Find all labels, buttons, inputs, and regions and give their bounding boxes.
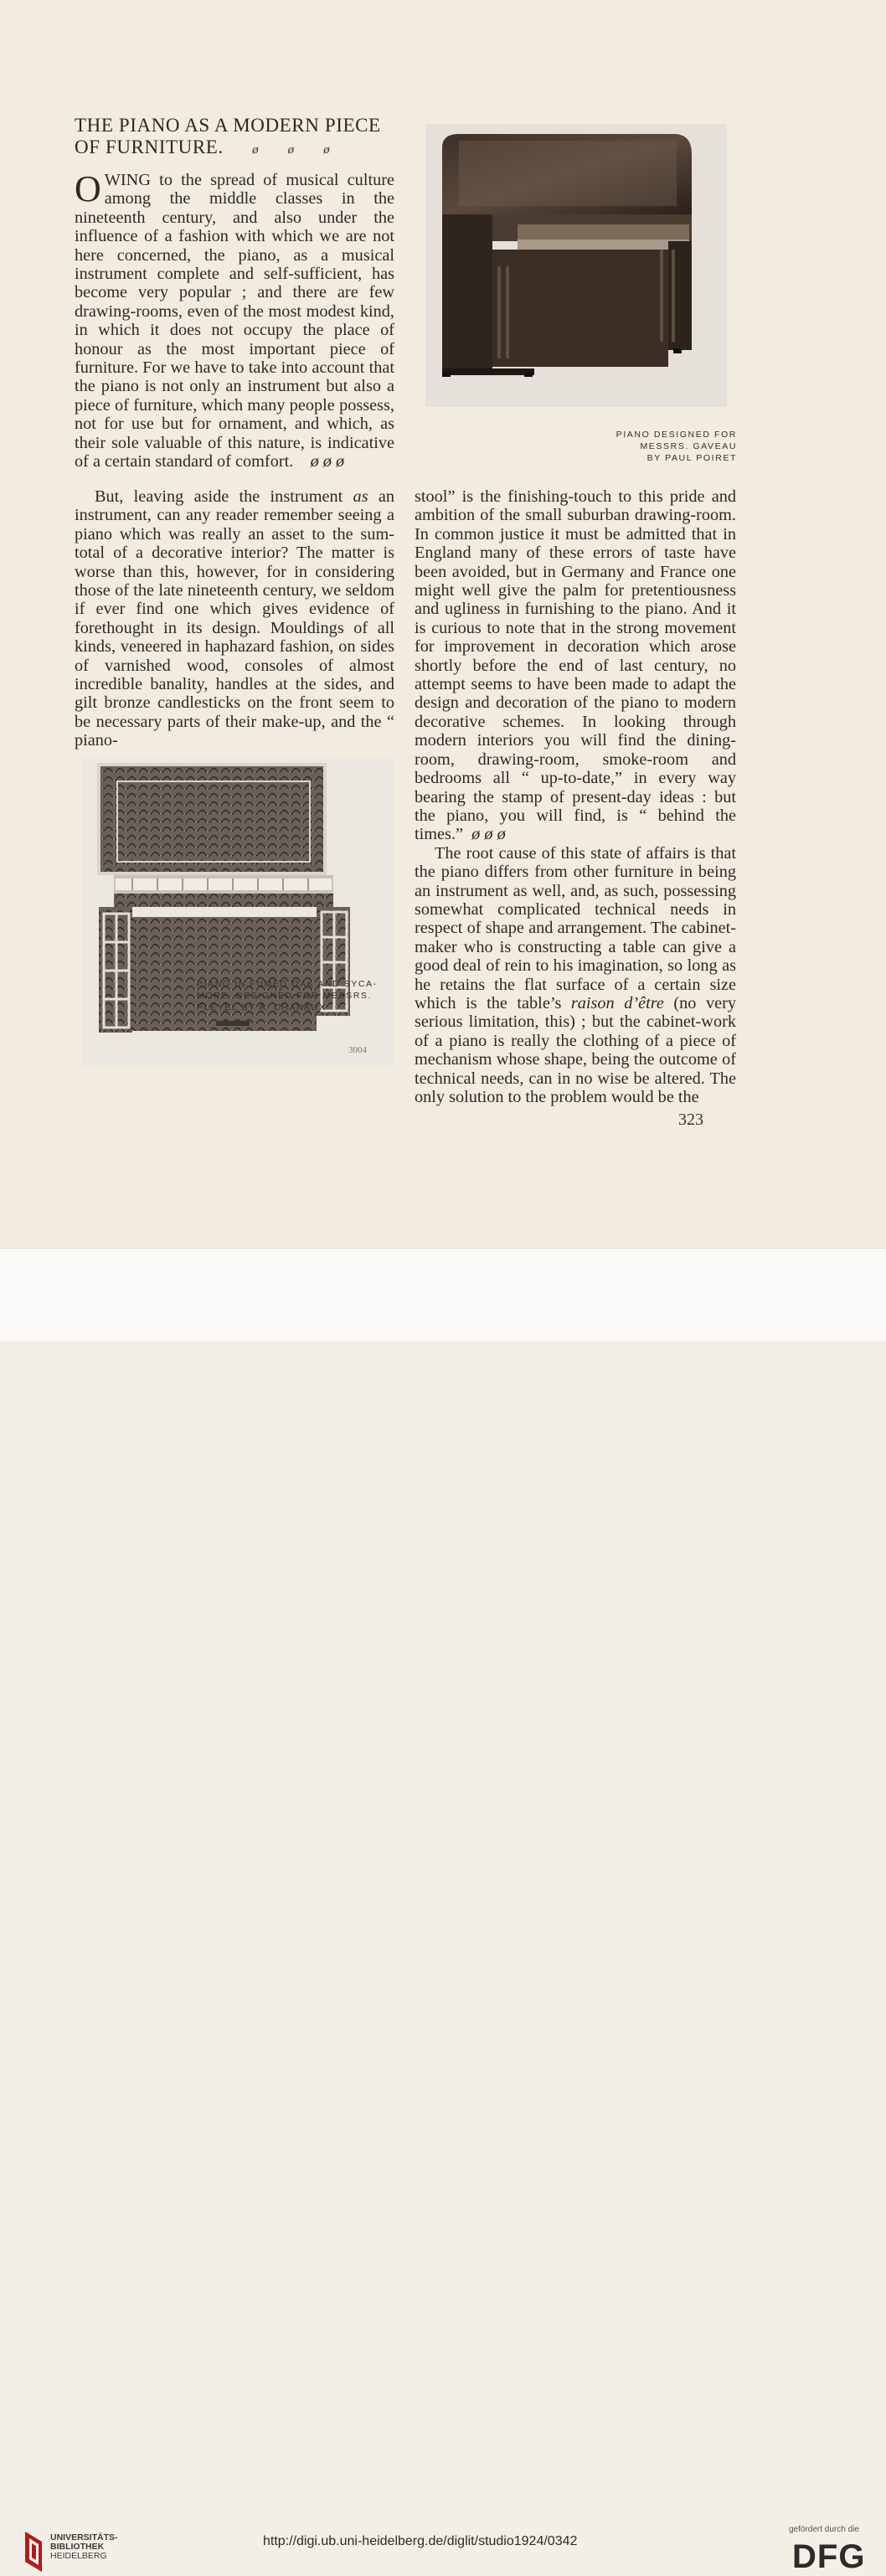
university-library-logo-icon: [22, 2528, 50, 2575]
funded-by-label: gefördert durch die: [789, 2525, 859, 2534]
photo-pleyel-piano: [82, 758, 394, 1066]
right-column: [415, 487, 736, 1106]
paragraph-2: [75, 487, 394, 750]
paragraph-2-text-cont: an instrument, can any reader remember seeing a piano which was really an asset to the sum-total of a decorative interior? The matter is worse than this, however, for in considering those of the late nineteenth century, we seldom if ever find one which gives evidence of forethought in its design. Mouldings of all kinds, veneered in haphazard fashion, on sides of varnished wood, consoles of almost incredible banality, handles at the sides, and gilt bronze candlesticks on the front seem to be necessary parts of their make-up, and the “ piano-: [75, 487, 394, 750]
paragraph-1-text: WING to the spread of musical culture among the middle classes in the nineteenth century, and also under the influence of a fashion with which we are not here concerned, the piano, as a musical instrument complete and self-sufficient, has become very popular ; and there are few drawing-rooms, even of the most modest kind, in which it does not occupy the place of honour as the most important piece of furniture. For we have to take into account that the piano is not only an instrument but also a piece of furniture, which many people possess, not for use but for ornament, and which, as their sole valuable of this nature, is indicative of a certain standard of comfort.: [75, 171, 394, 471]
leaf-ornament-icon: ø: [252, 143, 260, 157]
italic-as: as: [353, 487, 368, 506]
drop-cap: O: [75, 168, 101, 209]
permalink-url[interactable]: http://digi.ub.uni-heidelberg.de/diglit/studio1924/0342: [263, 2534, 578, 2548]
dfg-logo: DFG: [792, 2538, 866, 2575]
title-line-1: THE PIANO AS A MODERN PIECE: [75, 115, 381, 136]
paragraph-4-text: The root cause of this state of affairs is that the piano differs from other furniture in being an instrument as well, and, as such, possessing somewhat complicated technical needs in respect of shape and arrangement. The cabinet-maker who is constructing a table can give a good deal of rein to his imagination, so long as he retains the flat surface of a certain size which is the table’s: [415, 843, 736, 1012]
scanned-page: [0, 0, 886, 1248]
title-line-2: OF FURNITURE.: [75, 137, 224, 157]
paragraph-3: [415, 487, 736, 844]
paragraph-ornaments: ø ø ø: [310, 452, 345, 471]
library-name-line: HEIDELBERG: [50, 2551, 107, 2561]
paragraph-4: [415, 844, 736, 1107]
left-column-top: [75, 168, 394, 471]
article-title: [75, 115, 403, 161]
photo-plate-number: 3004: [348, 1045, 367, 1055]
left-column-bottom: [75, 487, 394, 750]
paragraph-1: [75, 168, 394, 471]
caption-line: PIANO DESIGNED FOR: [616, 430, 737, 440]
caption-line: MESSRS. GAVEAU: [640, 441, 737, 451]
caption-line: MORE, DESIGNED FOR MESSRS.: [197, 991, 373, 1001]
paragraph-4-text-end: (no very serious limitation, this) ; but the cabinet-work of a piano is really the clothing of a piece of mechanism whose shape, being the outcome of technical needs, can in no wise be altered. The only solution to the problem would be the: [415, 993, 736, 1106]
paragraph-2-text: But, leaving aside the instrument: [95, 487, 353, 506]
photo-gaveau-piano: [425, 124, 727, 407]
paragraph-3-text: stool” is the finishing-touch to this pride and ambition of the small suburban drawing-room. In common justice it must be admitted that in England many of these errors of taste have been avoided, but in Germany and France one might well give the palm for pretentiousness and ugliness in furnishing to the piano. And it is curious to note that in the strong movement for improvement in decoration which arose shortly before the end of last century, no attempt seems to have been made to adapt the design and decoration of the piano to modern decorative schemes. In looking through modern interiors you will find the dining-room, drawing-room, smoke-room and bedrooms all “ up-to-date,” in every way bearing the stamp of present-day ideas : but the piano, you will find, is “ behind the times.”: [415, 487, 736, 844]
library-name: [50, 2533, 118, 2561]
library-name-line: BIBLIOTHEK: [50, 2542, 105, 2552]
caption-line: PLEYEL BY A. CHANAUX: [197, 1002, 327, 1012]
paragraph-ornaments: ø ø ø: [471, 825, 506, 844]
caption-line: PIANO IN FUMED OAK AND SYCA-: [197, 979, 378, 989]
leaf-ornament-icon: ø: [287, 143, 295, 157]
caption-gaveau: [586, 429, 737, 464]
library-name-line: UNIVERSITÄTS-: [50, 2532, 118, 2543]
footer-bar: [0, 1248, 886, 2575]
piano-upright-icon: [425, 124, 727, 407]
leaf-ornament-icon: ø: [323, 143, 331, 157]
caption-line: BY PAUL POIRET: [646, 453, 737, 463]
italic-raison-detre: raison d’être: [570, 993, 664, 1012]
piano-upright-icon: [82, 758, 394, 1066]
caption-pleyel: [197, 978, 394, 1013]
page-number: 323: [678, 1110, 703, 1129]
